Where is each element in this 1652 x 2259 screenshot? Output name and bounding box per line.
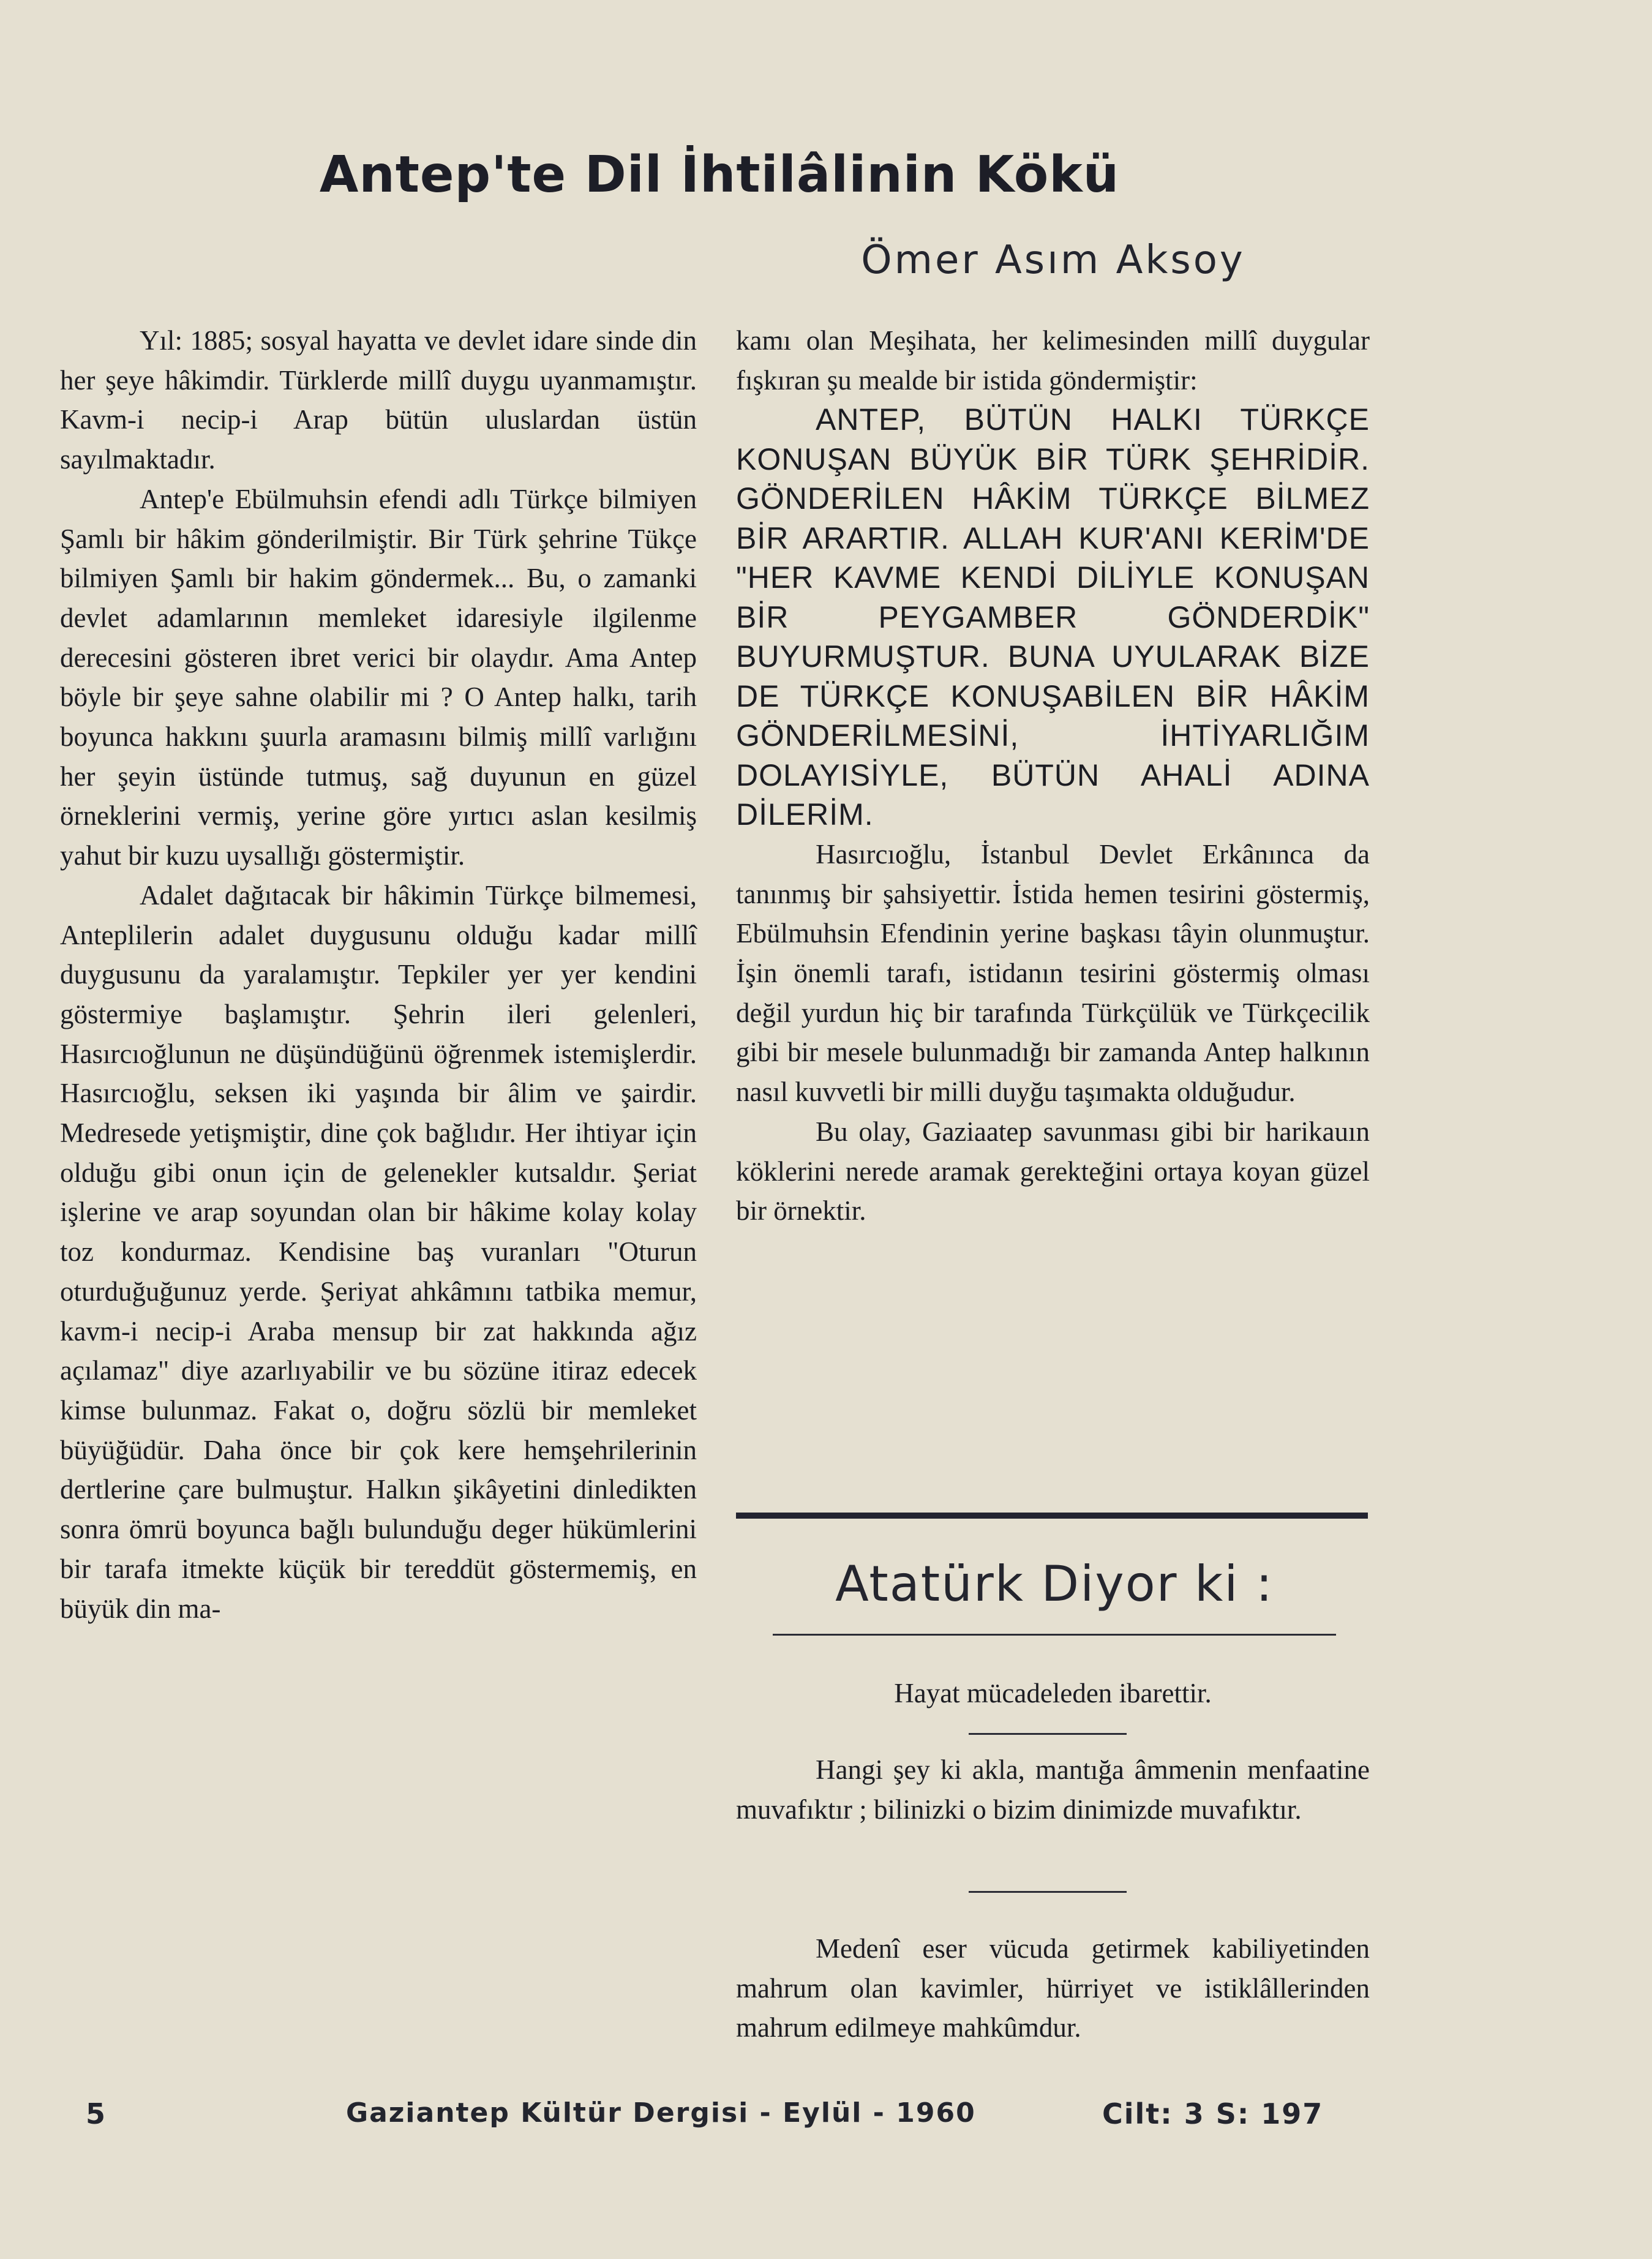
article-title: Antep'te Dil İhtilâlinin Kökü (319, 146, 1120, 204)
paragraph: Antep'e Ebülmuhsin efendi adlı Türkçe bilmiyen Şamlı bir hâkim gönderilmiştir. Bir Türk şehrine Tükçe bilmiyen Şamlı bir hakim göndermek... Bu, o zamanki devlet adamlarının memleket idaresiyle ilgilenme derecesini gösteren ibret verici bir olaydır. Ama Antep böyle bir şeye sahne olabilir mi ? O Antep halkı, tarih boyunca hakkını şuurla aramasını bilmiş millî varlığını her şeyin üstünde tutmuş, sağ duyunun en güzel örneklerini vermiş, yerine göre yırtıcı aslan kesilmiş yahut bir kuzu uysallığı göstermiştir. (60, 483, 697, 871)
paragraph: Yıl: 1885; sosyal hayatta ve devlet idare sinde din her şeye hâkimdir. Türklerde millî duygu uyanmamıştır. Kavm-i necip-i Arap bütün uluslardan üstün sayılmaktadır. (60, 325, 697, 475)
left-column (60, 321, 697, 2084)
quote-1: Hayat mücadeleden ibarettir. (894, 1678, 1212, 1708)
heading-underline (773, 1634, 1336, 1636)
quote-separator (969, 1891, 1127, 1893)
section-divider (736, 1513, 1368, 1519)
page-number: 5 (86, 2097, 107, 2130)
paragraph: kamı olan Meşihata, her kelimesinden millî duygular fışkıran şu mealde bir istida göndermiştir: (736, 325, 1370, 396)
quote-separator (969, 1733, 1127, 1735)
sidebar-heading: Atatürk Diyor ki : (835, 1555, 1274, 1612)
paragraph: Adalet dağıtacak bir hâkimin Türkçe bilmemesi, Anteplilerin adalet duygusunu olduğu kadar millî duygusunu da yaralamıştır. Tepkiler yer yer kendini göstermiye başlamıştır. Şehrin ileri gelenleri, Hasırcıoğlunun ne düşündüğünü öğrenmek istemişlerdir. Hasırcıoğlu, seksen iki yaşında bir âlim ve şairdir. Medresede yetişmiştir, dine çok bağlıdır. Her ihtiyar için olduğu gibi onun için de gelenekler kutsaldır. Şeriat işlerine ve arap soyundan olan bir hâkime kolay kolay toz kondurmaz. Kendisine baş vuranları "Oturun oturduğuğunuz yerde. Şeriyat ahkâmını tatbika memur, kavm-i necip-i Araba mensup bir zat hakkında ağız açılamaz" diye azarlıyabilir ve bu sözüne itiraz edecek kimse bulunmaz. Fakat o, doğru sözlü bir memleket büyüğüdür. Daha önce bir çok kere hemşehrilerinin dertlerine çare bulmuştur. Halkın şikâyetini dinledikten sonra ömrü boyunca bağlı bulunduğu deger hükümlerini bir tarafa itmekte küçük bir tereddüt göstermemiş, en büyük din ma- (60, 879, 697, 1624)
paragraph: Bu olay, Gaziaatep savunması gibi bir harikauın köklerini nerede aramak gerekteğini ortaya koyan güzel bir örnektir. (736, 1116, 1370, 1227)
telegram-text: ANTEP, BÜTÜN HALKI TÜRKÇE KONUŞAN BÜYÜK BİR TÜRK ŞEHRİDİR. GÖNDERİLEN HÂKİM TÜRKÇE BİLMEZ BİR ARARTIR. ALLAH KUR'ANI KERİM'DE "HER KAVME KENDİ DİLİYLE KONUŞAN BİR PEYGAMBER GÖNDERDİK" BUYURMUŞTUR. BUNA UYULARAK BİZE DE TÜRKÇE KONUŞABİLEN BİR HÂKİM GÖNDERİLMESİNİ, İHTİYARLIĞIM DOLAYISİYLE, BÜTÜN AHALİ ADINA DİLERİM. (736, 402, 1370, 832)
right-column (736, 321, 1370, 1231)
quote-3: Medenî eser vücuda getirmek kabiliyetinden mahrum olan kavimler, hürriyet ve istiklâllerinden mahrum edilmeye mahkûmdur. (736, 1933, 1370, 2043)
volume-info: Cilt: 3 S: 197 (1102, 2097, 1324, 2130)
journal-info: Gaziantep Kültür Dergisi - Eylül - 1960 (346, 2097, 976, 2129)
paragraph: Hasırcıoğlu, İstanbul Devlet Erkânınca da tanınmış bir şahsiyettir. İstida hemen tesirini göstermiş, Ebülmuhsin Efendinin yerine başkası tâyin olunmuştur. İşin önemli tarafı, istidanın tesirini göstermiş olması değil yurdun hiç bir tarafında Türkçülük ve Türkçecilik gibi bir mesele bulunmadığı bir zamanda Antep halkının nasıl kuvvetli bir milli duyğu taşımakta olduğudur. (736, 838, 1370, 1108)
quote-2: Hangi şey ki akla, mantığa âmmenin menfaatine muvafıktır ; bilinizki o bizim dinimizde muvafıktır. (736, 1754, 1370, 1825)
article-author: Ömer Asım Aksoy (861, 238, 1245, 283)
